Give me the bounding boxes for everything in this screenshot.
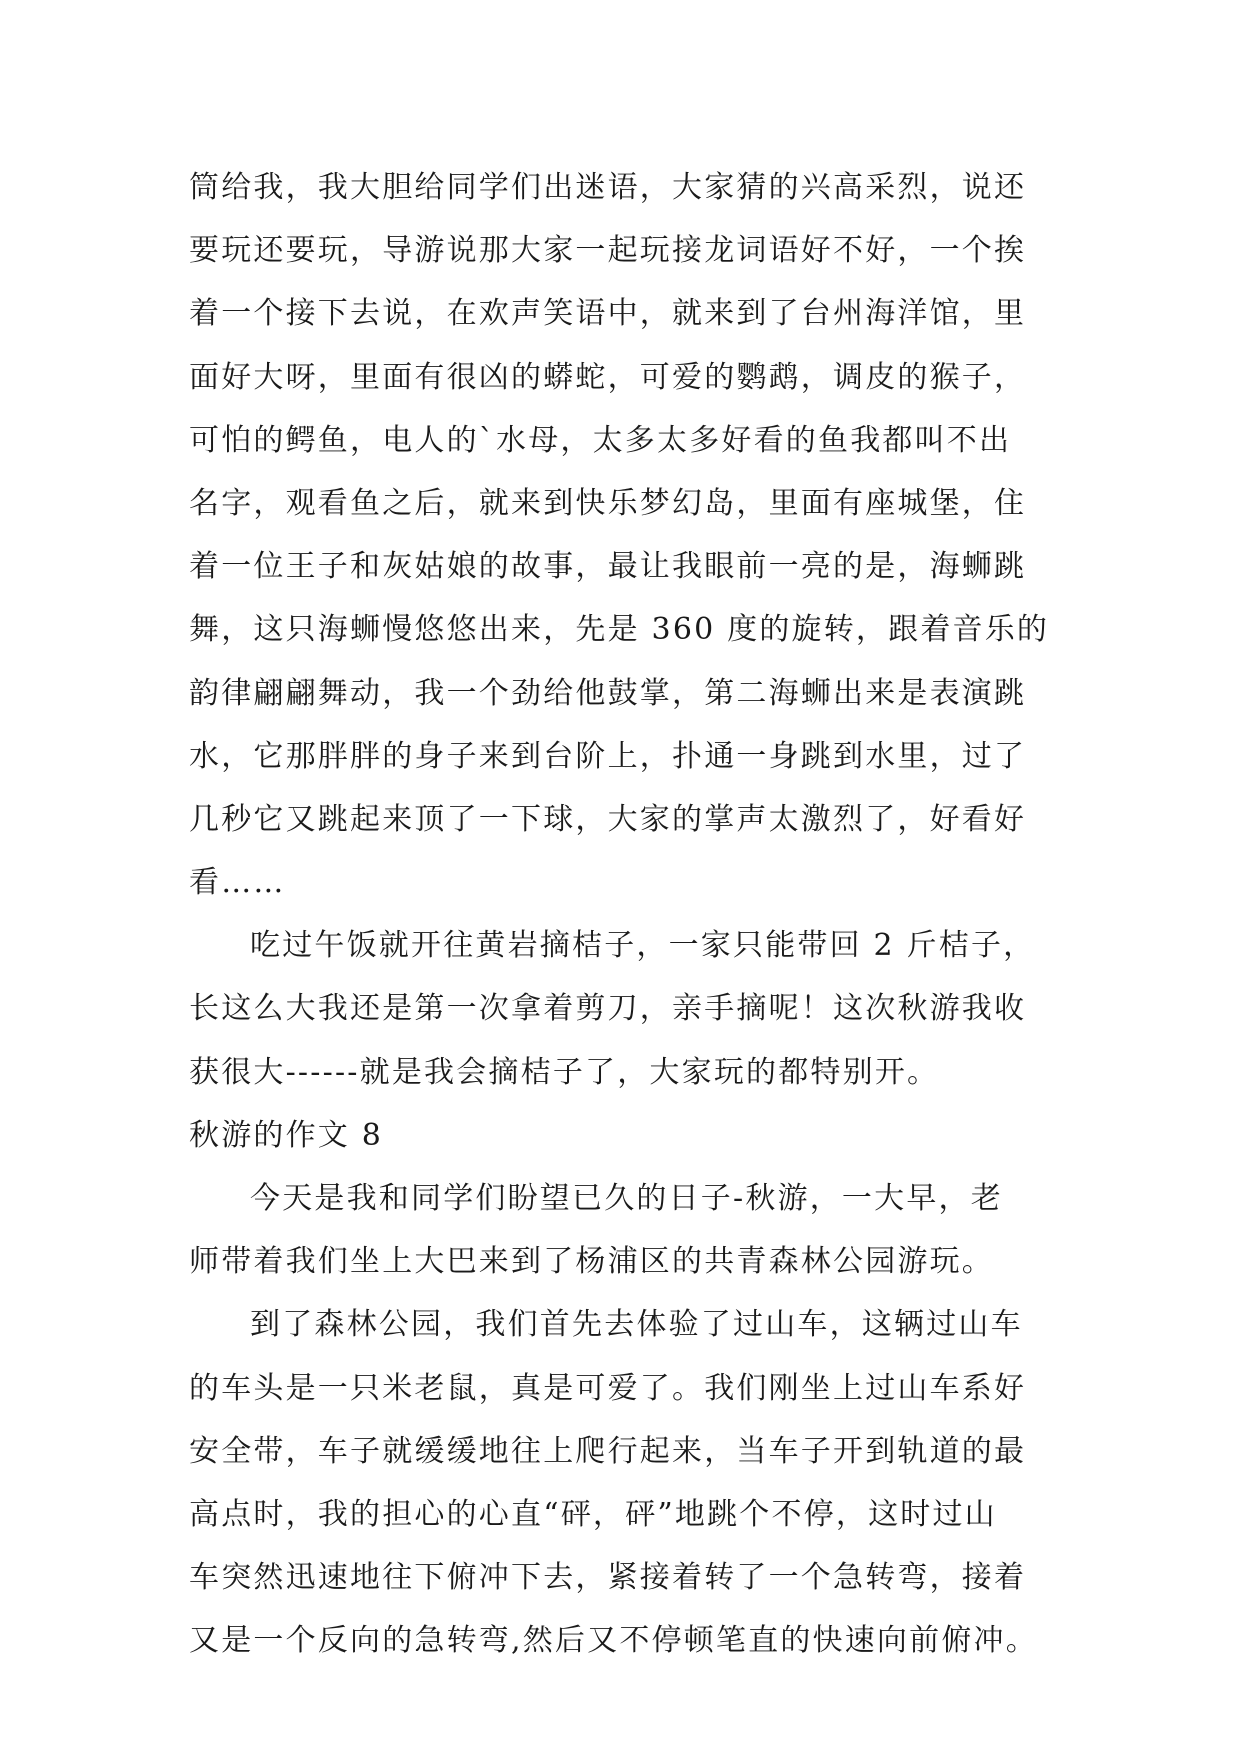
text-line: 着一位王子和灰姑娘的故事，最让我眼前一亮的是，海蛳跳	[189, 549, 1027, 585]
text-line: 长这么大我还是第一次拿着剪刀，亲手摘呢！这次秋游我收	[189, 991, 1027, 1027]
paragraph-first-line: 今天是我和同学们盼望已久的日子-秋游，一大早，老	[250, 1181, 1003, 1216]
text-line: 要玩还要玩，导游说那大家一起玩接龙词语好不好，一个挨	[189, 233, 1027, 269]
text-line: 又是一个反向的急转弯,然后又不停顿笔直的快速向前俯冲。	[189, 1623, 1038, 1659]
text-line: 名字，观看鱼之后，就来到快乐梦幻岛，里面有座城堡，住	[189, 485, 1027, 521]
section-heading: 秋游的作文 8	[189, 1117, 384, 1153]
text-line: 水，它那胖胖的身子来到台阶上，扑通一身跳到水里，过了	[189, 738, 1027, 774]
text-line: 师带着我们坐上大巴来到了杨浦区的共青森林公园游玩。	[189, 1244, 994, 1280]
paragraph-first-line: 到了森林公园，我们首先去体验了过山车，这辆过山车	[250, 1307, 1023, 1343]
text-line: 获很大------就是我会摘桔子了，大家玩的都特别开。	[189, 1054, 940, 1090]
text-line: 高点时，我的担心的心直“砰，砰”地跳个不停，这时过山	[189, 1496, 997, 1532]
text-line: 看……	[189, 865, 286, 901]
text-line: 着一个接下去说，在欢声笑语中，就来到了台州海洋馆，里	[189, 296, 1027, 332]
text-line: 车突然迅速地往下俯冲下去，紧接着转了一个急转弯，接着	[189, 1560, 1027, 1596]
paragraph-first-line: 吃过午饭就开往黄岩摘桔子，一家只能带回 2 斤桔子，	[250, 928, 1036, 964]
text-line: 面好大呀，里面有很凶的蟒蛇，可爱的鹦鹉，调皮的猴子，	[189, 359, 1027, 395]
text-line: 韵律翩翩舞动，我一个劲给他鼓掌，第二海蛳出来是表演跳	[189, 675, 1027, 711]
text-line: 可怕的鳄鱼，电人的`水母，太多太多好看的鱼我都叫不出	[189, 422, 1012, 458]
text-line: 的车头是一只米老鼠，真是可爱了。我们刚坐上过山车系好	[189, 1370, 1027, 1406]
document-body	[189, 156, 1069, 1673]
text-line: 筒给我，我大胆给同学们出迷语，大家猜的兴高采烈，说还	[189, 170, 1027, 205]
text-line: 几秒它又跳起来顶了一下球，大家的掌声太激烈了，好看好	[189, 801, 1027, 837]
text-line: 安全带，车子就缓缓地往上爬行起来，当车子开到轨道的最	[189, 1433, 1027, 1469]
text-line: 舞，这只海蛳慢悠悠出来，先是 360 度的旋转，跟着音乐的	[189, 612, 1050, 648]
